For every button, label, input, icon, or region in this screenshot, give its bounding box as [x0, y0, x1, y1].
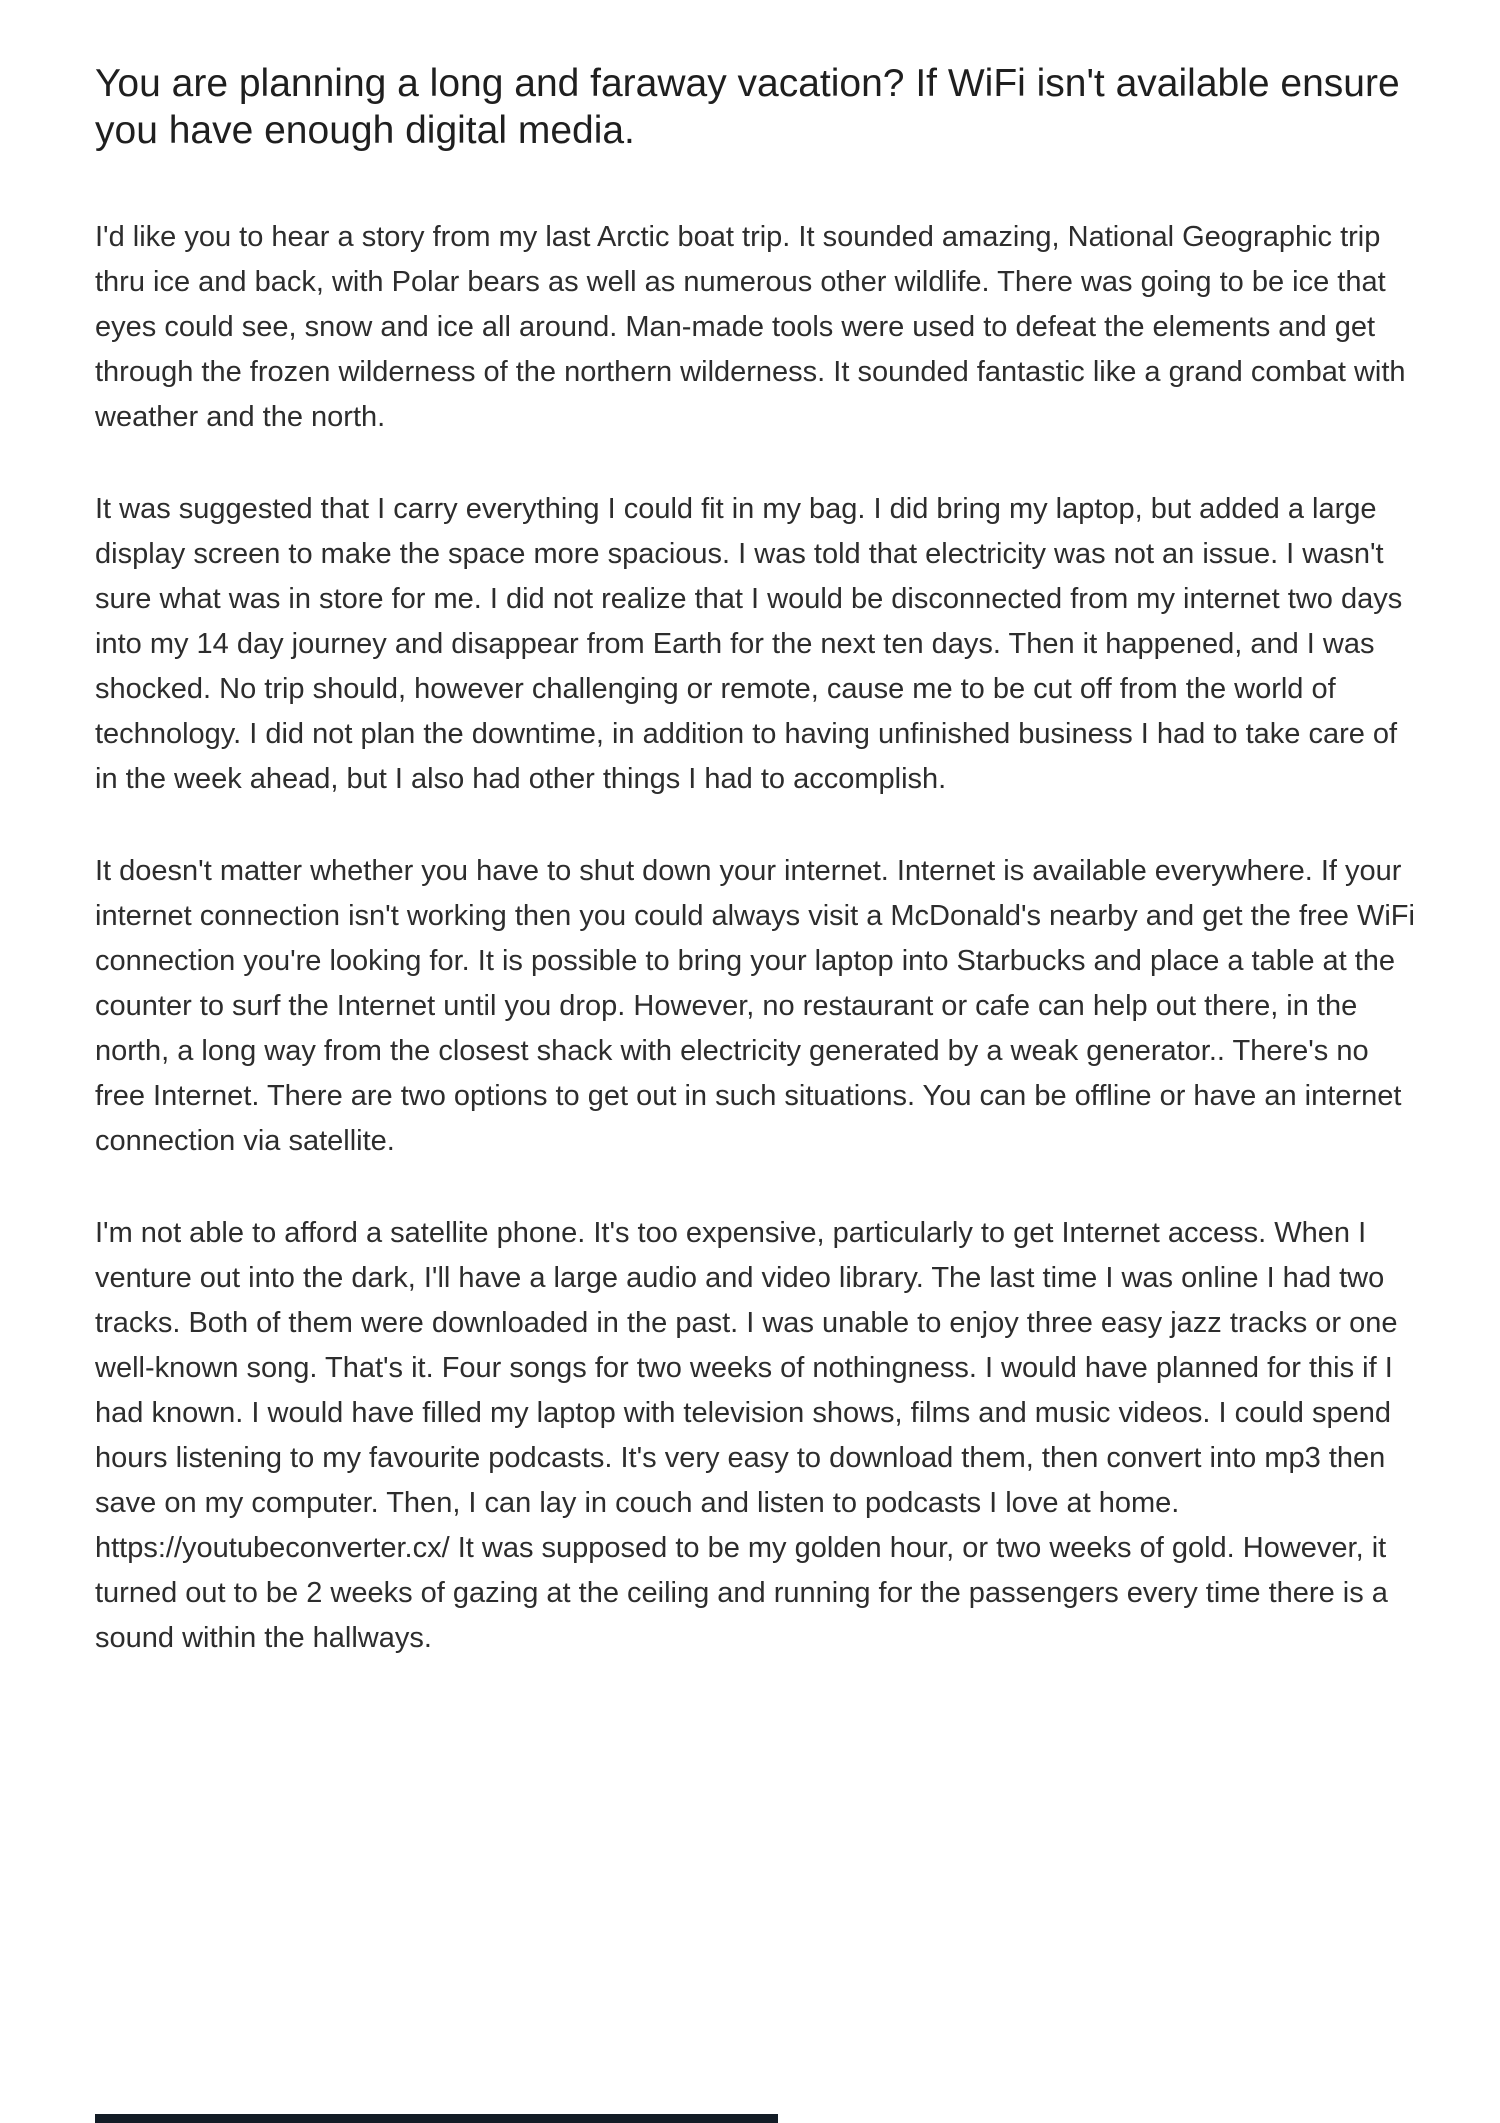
- paragraph-2: It was suggested that I carry everything I could fit in my bag. I did bring my laptop, but added a large display screen to make the space more spacious. I was told that electricity was not an issue. I wasn't sure what was in store for me. I did not realize that I would be disconnected from my internet two days into my 14 day journey and disappear from Earth for the next ten days. Then it happened, and I was shocked. No trip should, however challenging or remote, cause me to be cut off from the world of technology. I did not plan the downtime, in addition to having unfinished business I had to take care of in the week ahead, but I also had other things I had to accomplish.: [95, 493, 1403, 795]
- page-title: You are planning a long and faraway vacation? If WiFi isn't available ensure you have enough digital media.: [95, 62, 1400, 152]
- paragraph-4: I'm not able to afford a satellite phone. It's too expensive, particularly to get Internet access. When I venture out into the dark, I'll have a large audio and video library. The last time I was online I had two tracks. Both of them were downloaded in the past. I was unable to enjoy three easy jazz tracks or one well-known song. That's it. Four songs for two weeks of nothingness. I would have planned for this if I had known. I would have filled my laptop with television shows, films and music videos. I could spend hours listening to my favourite podcasts. It's very easy to download them, then convert into mp3 then save on my computer. Then, I can lay in couch and listen to podcasts I love at home. https://youtubeconverter.cx/ It was supposed to be my golden hour, or two weeks of gold. However, it turned out to be 2 weeks of gazing at the ceiling and running for the passengers every time there is a sound within the hallways.: [95, 1217, 1398, 1654]
- paragraph-1: I'd like you to hear a story from my last Arctic boat trip. It sounded amazing, National Geographic trip thru ice and back, with Polar bears as well as numerous other wildlife. There was going to be ice that eyes could see, snow and ice all around. Man-made tools were used to defeat the elements and get through the frozen wilderness of the northern wilderness. It sounded fantastic like a grand combat with weather and the north.: [95, 221, 1406, 433]
- paragraph-3: It doesn't matter whether you have to shut down your internet. Internet is available everywhere. If your internet connection isn't working then you could always visit a McDonald's nearby and get the free WiFi connection you're looking for. It is possible to bring your laptop into Starbucks and place a table at the counter to surf the Internet until you drop. However, no restaurant or cafe can help out there, in the north, a long way from the closest shack with electricity generated by a weak generator.. There's no free Internet. There are two options to get out in such situations. You can be offline or have an internet connection via satellite.: [95, 855, 1415, 1157]
- horizontal-scrollbar-thumb[interactable]: [95, 2114, 778, 2123]
